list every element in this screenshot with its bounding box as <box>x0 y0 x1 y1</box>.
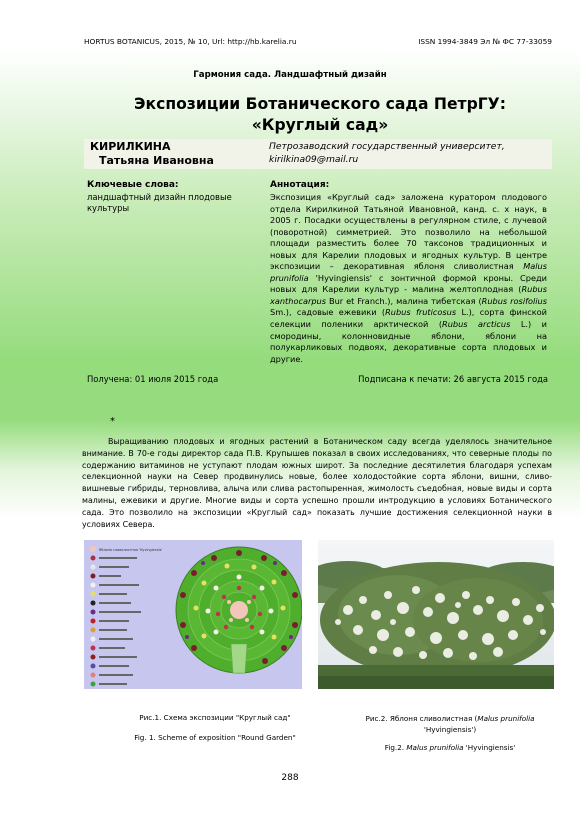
author-first-names: Татьяна Ивановна <box>99 154 214 167</box>
affiliation-text: Петрозаводский государственный университет, <box>269 141 505 152</box>
author-email[interactable]: kirilkina09@mail.ru <box>269 154 359 165</box>
issn-header: ISSN 1994-3849 Эл № ФС 77-33059 <box>418 37 552 46</box>
author-box <box>84 139 552 169</box>
figure-1-caption-ru: Рис.1. Схема экспозиции "Круглый сад" <box>139 713 291 722</box>
article-title-line-1: Экспозиции Ботанического сада ПетрГУ: <box>134 95 506 113</box>
figure-2-caption-ru: Рис.2. Яблоня сливолистная (Malus prunifolia 'Hyvingiensis') <box>365 714 535 734</box>
keywords-label: Ключевые слова: <box>87 180 179 190</box>
article-title-line-2: «Круглый сад» <box>251 116 389 134</box>
body-paragraph: Выращиванию плодовых и ягодных растений в Ботаническом саду всегда уделялось значительное внимание. В 70-е годы директор сада П.В. Крупышев показал в своих исследованиях, что северные плоды по содержанию витаминов не уступают плодам южных широт. За последние десятилетия благодаря успехам селекционной науки на Север продвинулись новые, более холодостойкие сорта яблони, вишни, сливо-вишневые гибриды, терновлива, алыча или слива растопыренная, жимолость съедобная, новые виды и сорта малины, ежевики и другие. Многие виды и сорта успешно прошли интродукцию в условиях Ботанического сада. Это позволило на экспозиции «Круглый сад» показать лучшие достижения селекционной науки в условиях Севера. <box>82 437 552 529</box>
garden-scheme-svg <box>84 540 302 689</box>
central-apple-tree <box>230 601 248 619</box>
round-garden-plan <box>176 547 302 673</box>
keywords-text: ландшафтный дизайн плодовые культуры <box>87 192 232 213</box>
figure-garden-scheme <box>84 540 302 689</box>
legend-title: Яблоня сливолистная 'Hyvingiensis' <box>99 548 163 552</box>
signed-date: Подписана к печати: 26 августа 2015 года <box>358 374 548 384</box>
figure-1-caption-en: Fig. 1. Scheme of exposition "Round Garden" <box>134 733 296 742</box>
author-affiliation <box>269 140 549 166</box>
received-date: Получена: 01 июля 2015 года <box>87 374 219 384</box>
footnote-asterisk: * <box>110 416 115 427</box>
abstract-label: Аннотация: <box>270 180 330 190</box>
figure-2-caption-en: Fig.2. Malus prunifolia 'Hyvingiensis' <box>384 743 516 752</box>
article-title <box>60 94 580 136</box>
figure-apple-tree-photo <box>318 540 554 689</box>
page-number: 288 <box>281 773 299 783</box>
journal-header: HORTUS BOTANICUS, 2015, № 10, Url: http://hb.karelia.ru <box>84 37 297 46</box>
apple-tree-photo-svg <box>318 540 554 689</box>
section-title: Гармония сада. Ландшафтный дизайн <box>193 70 387 80</box>
abstract-text: Экспозиция «Круглый сад» заложена куратором плодового отдела Кирилкиной Татьяной Ивановной, канд. с. х наук, в 2005 г. Посадки осуществлены в регулярном стиле, с лучевой (поворотной) симметрией. Это позволило на небольшой площади разместить более 70 таксонов традиционных и новых для Карелии плодовых и ягодных культур. В центре экспозиции – декоративная яблоня сливолистная Malus prunifolia 'Hyvingiensis' с зонтичной формой кроны. Среди новых для Карелии культур - малина желтоплодная (Rubus xanthocarpus Bur et Franch.), малина тибетская (Rubus rosifolius Sm.), садовые ежевики (Rubus fruticosus L.), сорта финской селекции поленики арктической (Rubus arcticus L.) и смородины, колонновидные яблони, яблони на полукарликовых подвоях, декоративные сорта плодовых и другие. <box>270 192 547 364</box>
author-last-name: КИРИЛКИНА <box>90 140 171 153</box>
